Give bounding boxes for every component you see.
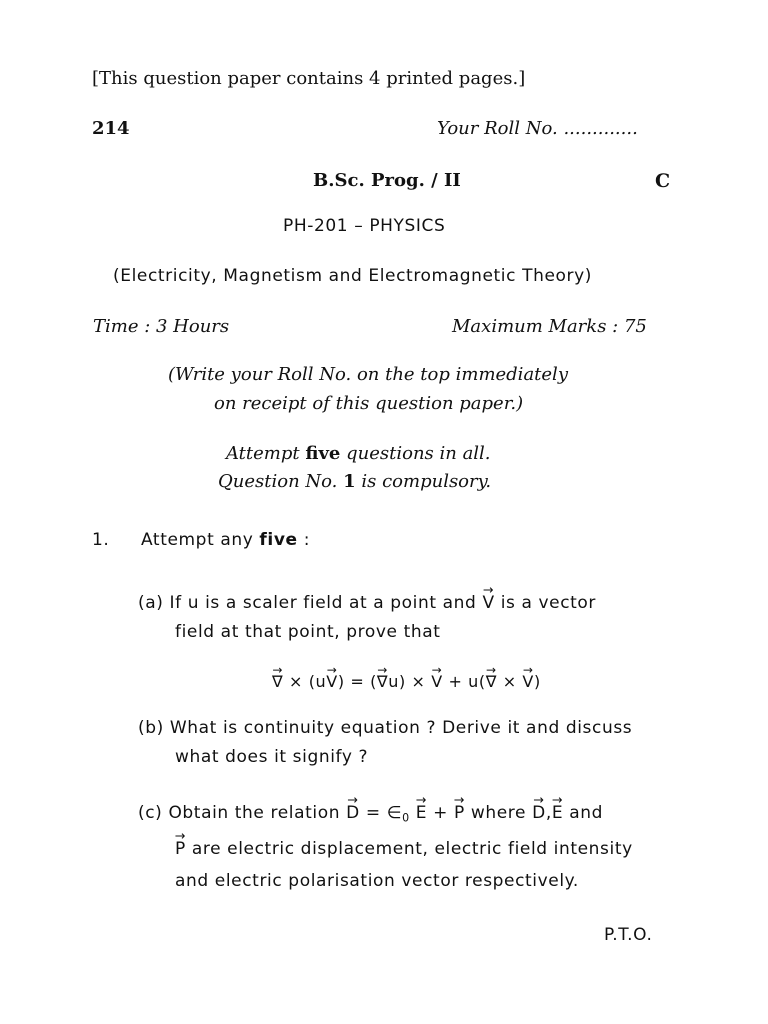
roll-number-line xyxy=(437,118,638,139)
roll-instruction-line2: on receipt of this question paper.) xyxy=(214,393,524,414)
attempt-instruction: Attempt five questions in all. xyxy=(226,443,491,464)
maximum-marks: Maximum Marks : 75 xyxy=(452,316,647,337)
compulsory-instruction: Question No. 1 is compulsory. xyxy=(218,471,492,492)
set-letter: C xyxy=(655,170,671,192)
roll-instruction-line1: (Write your Roll No. on the top immediately xyxy=(168,364,568,385)
part-c-line3: and electric polarisation vector respectively. xyxy=(175,871,579,891)
course-title: PH-201 – PHYSICS xyxy=(283,216,446,236)
part-a-equation: → ∇ × (u→ V) = (→ ∇u) × → V + u(→ ∇ × → V) xyxy=(272,672,541,691)
please-turn-over: P.T.O. xyxy=(604,925,653,945)
part-c-line2: → P are electric displacement, electric field intensity xyxy=(175,839,633,859)
roll-label: Your Roll No. xyxy=(437,118,558,139)
part-b-line1: (b) What is continuity equation ? Derive it and discuss xyxy=(138,718,633,738)
roll-dots: ............. xyxy=(563,118,638,139)
part-b-line2: what does it signify ? xyxy=(175,747,369,767)
part-a-line2: field at that point, prove that xyxy=(175,622,441,642)
subject-title: (Electricity, Magnetism and Electromagnetic Theory) xyxy=(113,266,592,286)
pages-note: [This question paper contains 4 printed pages.] xyxy=(92,68,526,89)
paper-code: 214 xyxy=(92,118,130,139)
question-intro: Attempt any five : xyxy=(141,530,311,550)
time-allowed: Time : 3 Hours xyxy=(93,316,230,337)
part-a-line1: (a) If u is a scaler field at a point and → V is a vector xyxy=(138,593,596,613)
vector-v: → V xyxy=(482,593,494,613)
part-c-line1: (c) Obtain the relation → $D = \in_0 \to E$ + → P where → D,→ E and xyxy=(138,803,603,824)
program-title: B.Sc. Prog. / II xyxy=(313,170,461,191)
question-number: 1. xyxy=(92,530,110,550)
